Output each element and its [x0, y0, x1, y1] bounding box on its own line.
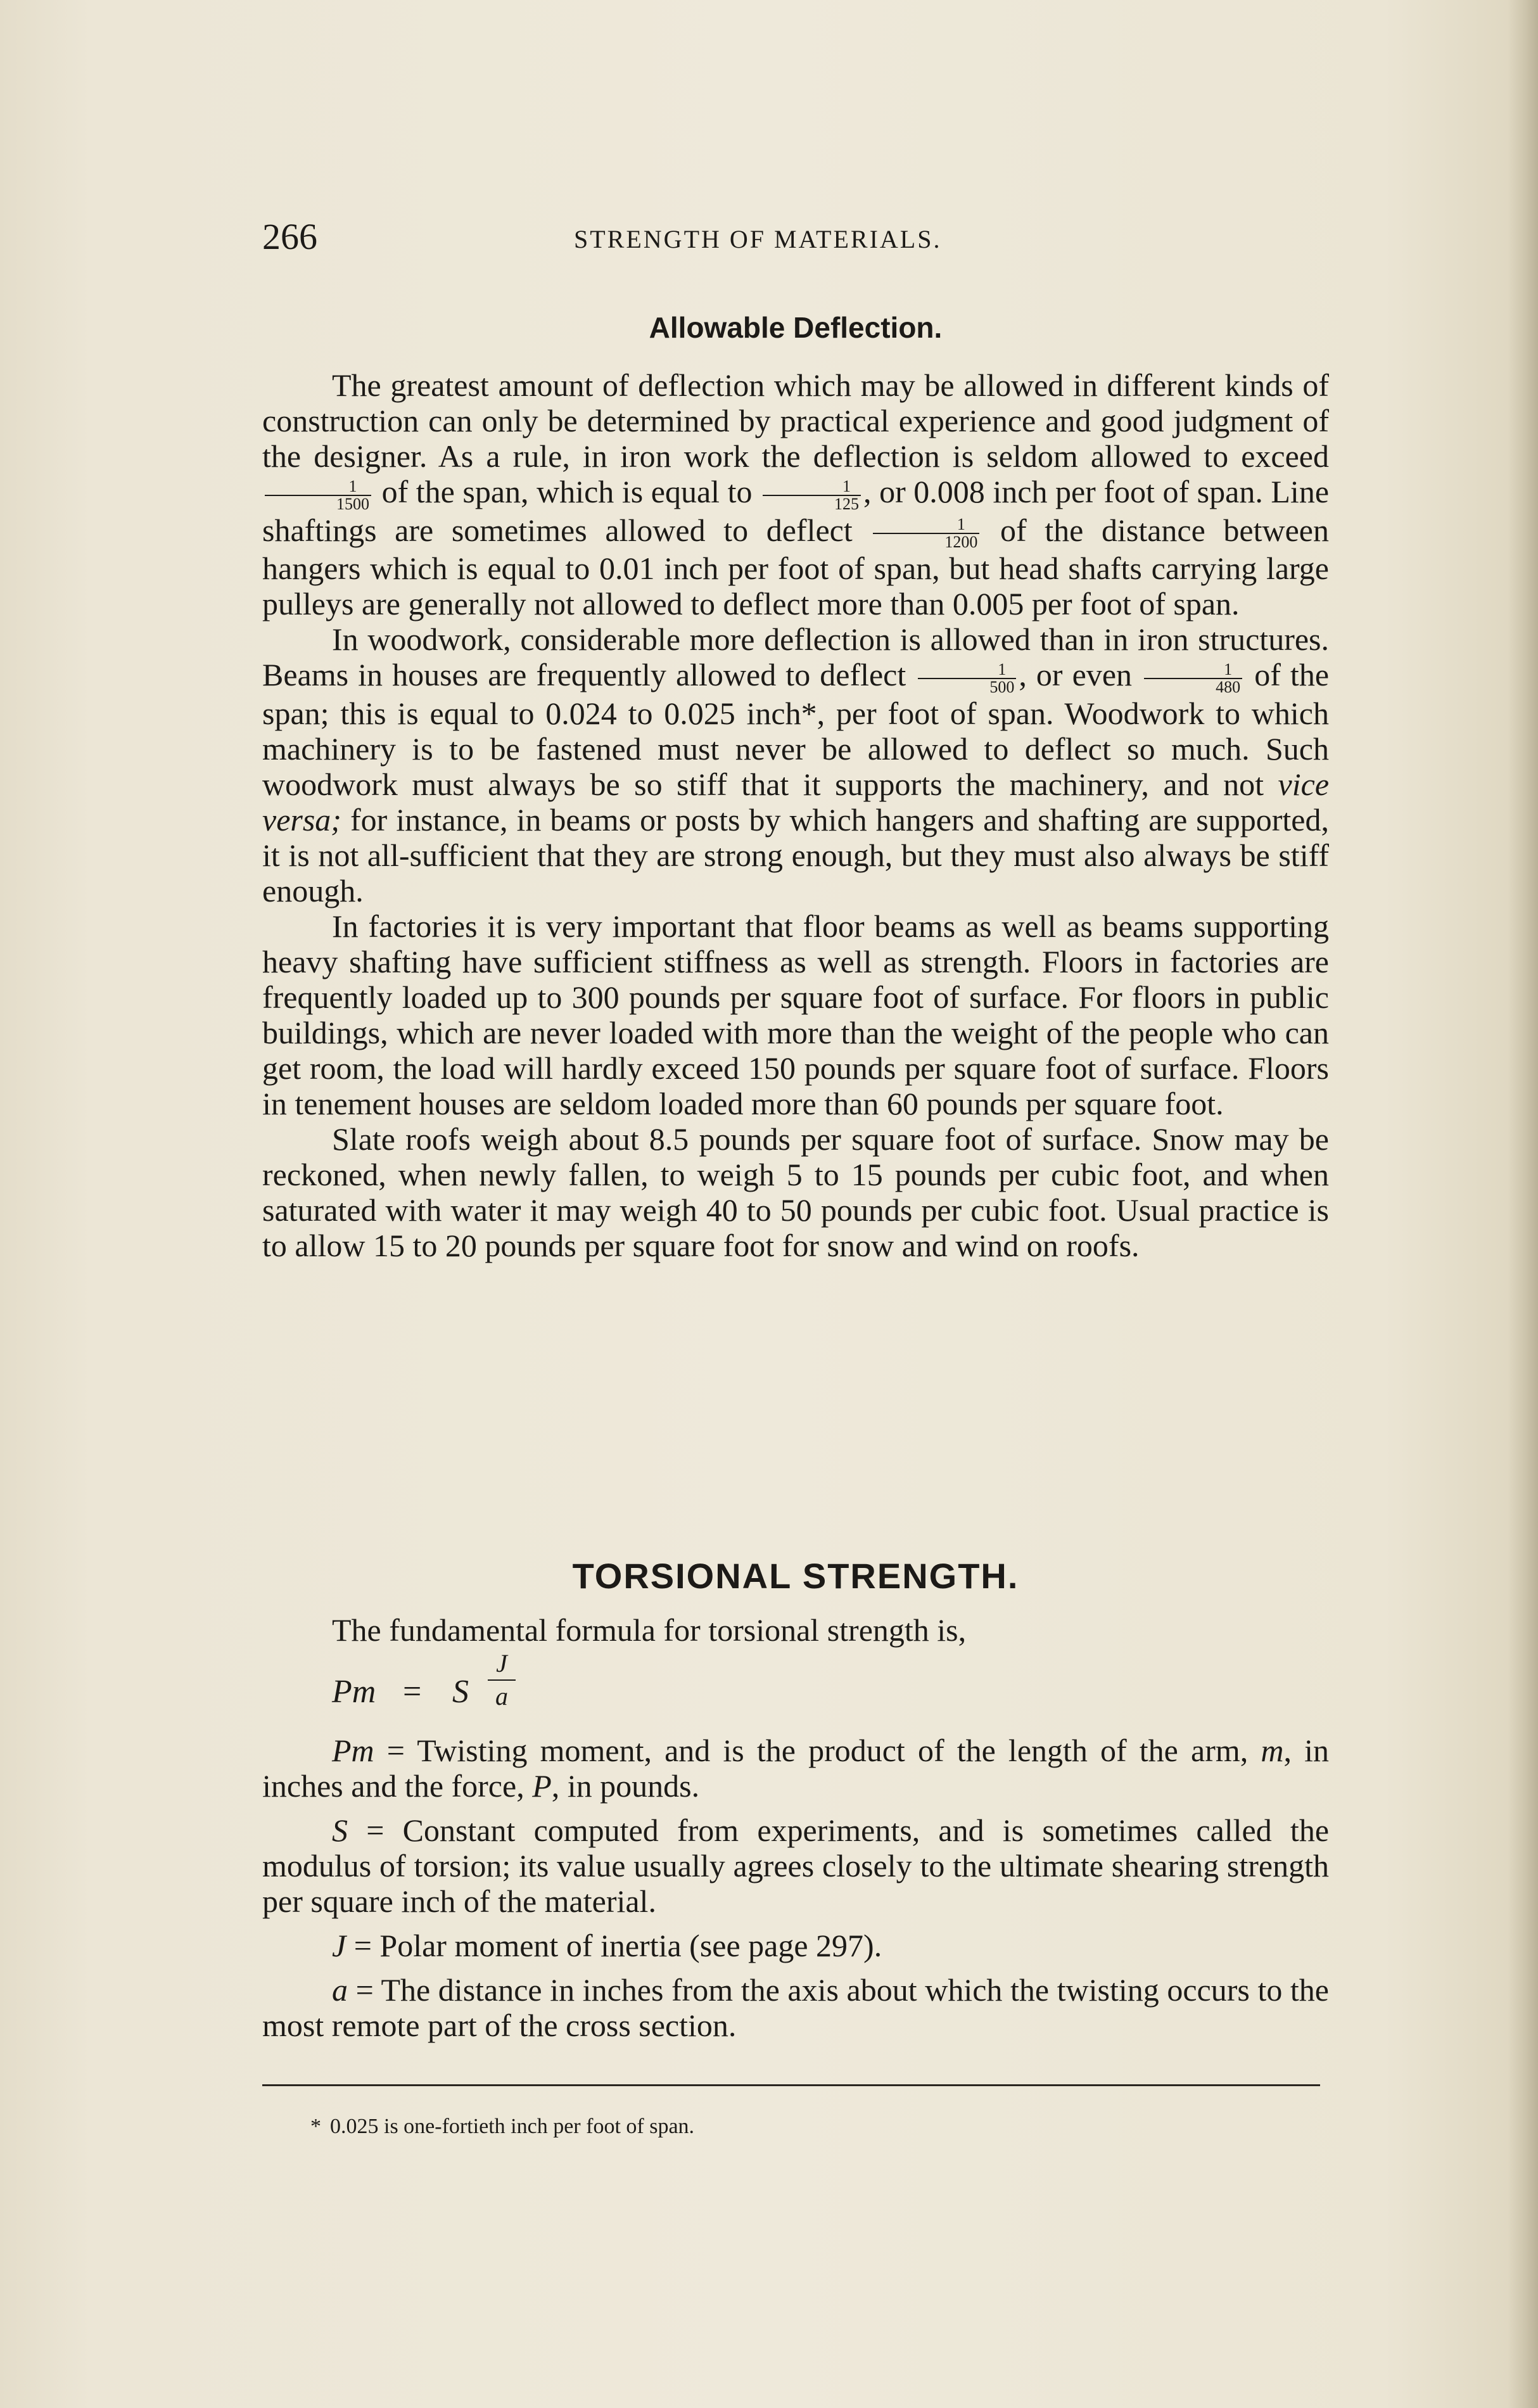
fraction: $\frac{1}{125}$	[763, 478, 861, 513]
definition: J = Polar moment of inertia (see page 297).	[332, 1928, 882, 1963]
definition: a = The distance in inches from the axis about which the twisting occurs to the most remote part of the cross section.	[262, 1972, 1329, 2043]
definition: Pm = Twisting moment, and is the product of the length of the arm, m, in inches and the force, P, in pounds.	[262, 1733, 1329, 1804]
section-title-torsion: TORSIONAL STRENGTH.	[572, 1556, 1019, 1596]
fraction: $\frac{1}{1500}$	[265, 478, 371, 513]
torsion-formula: Pm = S J a	[262, 1648, 1329, 1724]
page-edge-shadow	[1508, 0, 1538, 2408]
deflection-body	[262, 367, 1329, 1263]
section-title-deflection: Allowable Deflection.	[649, 311, 943, 344]
running-head: STRENGTH OF MATERIALS.	[574, 225, 942, 253]
paragraph: In factories it is very important that floor beams as well as beams supporting heavy shafting have sufficient stiffness as well as strength. Floors in factories are frequently loaded up to 300 pounds per square foot of surface. For floors in public buildings, which are never loaded with more than the weight of the people who can get room, the load will hardly exceed 150 pounds per square foot of surface. Floors in tenement houses are seldom loaded more than 60 pounds per square foot.	[262, 908, 1329, 1121]
footnote-rule	[262, 2084, 1320, 2086]
torsion-body	[262, 1612, 1329, 2043]
fraction: $\frac{1}{1200}$	[873, 516, 979, 551]
paragraph: Slate roofs weigh about 8.5 pounds per square foot of surface. Snow may be reckoned, when newly fallen, to weigh 5 to 15 pounds per cubic foot, and when saturated with water it may weigh 40 to 50 pounds per cubic foot. Usual practice is to allow 15 to 20 pounds per square foot for snow and wind on roofs.	[262, 1121, 1329, 1263]
footnote: * 0.025 is one-fortieth inch per foot of span.	[310, 2115, 695, 2138]
page-header	[262, 215, 1329, 266]
paragraph: In woodwork, considerable more deflection is allowed than in iron structures. Beams in houses are frequently allowed to deflect $\frac{1}{500}$ , or even $\frac{1}{480}$ of the span; this is equal to 0.024 to 0.025 inch*, per foot of span. Woodwork to which machinery is to be fastened must never be allowed to deflect so much. Such woodwork must always be so stiff that it supports the machinery, and not vice versa; for instance, in beams or posts by which hangers and shafting are supported, it is not all-sufficient that they are strong enough, but they must also always be stiff enough.	[262, 621, 1330, 908]
page-number: 266	[262, 216, 317, 257]
fraction: $\frac{1}{480}$	[1144, 661, 1242, 696]
paragraph: The greatest amount of deflection which may be allowed in different kinds of construction can only be determined by practical experience and good judgment of the designer. As a rule, in iron work the deflection is seldom allowed to exceed $\frac{1}{1500}$ of the span, which is equal to $\frac{1}{125}$ , or 0.008 inch per foot of span. Line shaftings are sometimes allowed to deflect $\frac{1}{1200}$ of the distance between hangers which is equal to 0.01 inch per foot of span, but head shafts carrying large pulleys are generally not allowed to deflect more than 0.005 per foot of span.	[262, 367, 1330, 622]
fraction: $\frac{1}{500}$	[918, 661, 1016, 696]
definition: S = Constant computed from experiments, and is sometimes called the modulus of torsion; its value usually agrees closely to the ultimate shearing strength per square inch of the material.	[262, 1812, 1330, 1919]
paragraph: The fundamental formula for torsional strength is,	[332, 1612, 967, 1648]
